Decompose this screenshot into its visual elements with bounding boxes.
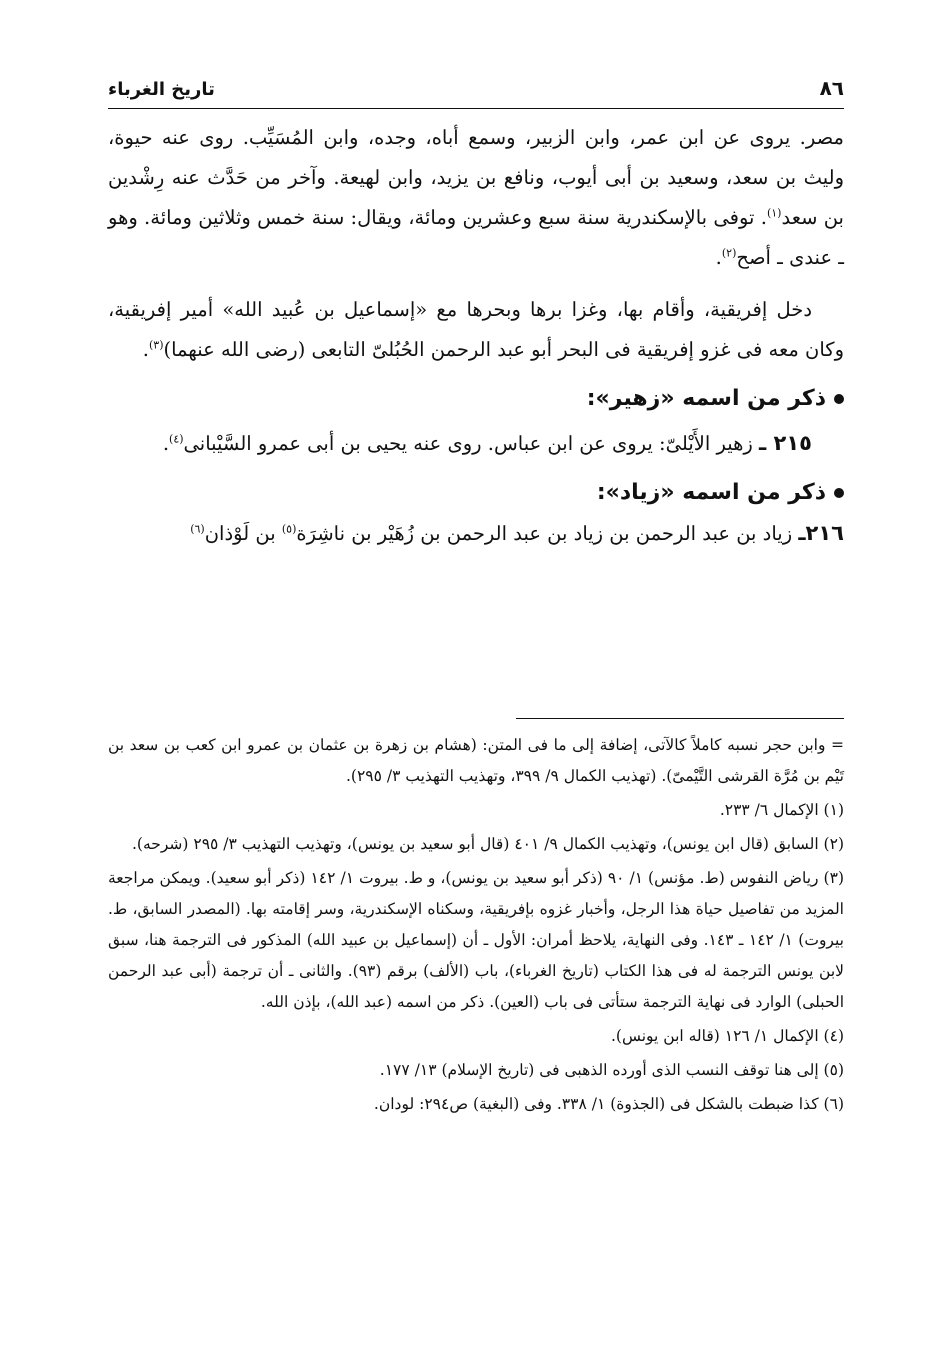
footnote-ref[interactable]: (٢) bbox=[721, 246, 737, 260]
section-heading-text: ذكر من اسمه «زياد»: bbox=[596, 480, 826, 505]
footnotes bbox=[108, 730, 844, 1123]
entry-number: ٢١٦ـ bbox=[798, 521, 844, 545]
page-number: ٨٦ bbox=[819, 76, 844, 100]
paragraph-2: دخل إفريقية، وأقام بها، وغزا برها وبحرها مع «إسماعيل بن عُبيد الله» أمير إفريقية، وكان معه فى غزو إفريقية فى البحر أبو عبد الرحمن الحُبُلىّ التابعى (رضى الله عنهما)$^{(٣)}$. bbox=[108, 298, 844, 361]
footnote: (٣) رياض النفوس (ط. مؤنس) ١/ ٩٠ (ذكر أبو سعيد بن يونس)، و ط. بيروت ١/ ١٤٢ (ذكر أبو سعيد). ويمكن مراجعة المزيد من تفاصيل حياة هذا الرجل، وأخبار غزوه بإفريقية، وسكناه الإسكندرية، وسر إقامته بها. (المصدر السابق، ط. بيروت) ١/ ١٤٢ ـ ١٤٣. وفى النهاية، يلاحظ أمران: الأول ـ أن (إسماعيل بن عبيد الله) المذكور فى الترجمة هنا، سبق لابن يونس الترجمة له فى هذا الكتاب (تاريخ الغرباء)، باب (الألف) برقم (٩٣). والثانى ـ أن ترجمة (أبى عبد الرحمن الحبلى) الوارد فى نهاية الترجمة ستأتى فى باب (العين). ذكر من اسمه (عبد الله)، بإذن الله. bbox=[108, 869, 844, 1011]
footnote: (٢) السابق (قال ابن يونس)، وتهذيب الكمال ٩/ ٤٠١ (قال أبو سعيد بن يونس)، وتهذيب التهذيب ٣/ ٢٩٥ (شرحه). bbox=[132, 835, 844, 853]
footnote-separator bbox=[516, 718, 844, 719]
section-heading bbox=[108, 386, 844, 411]
entry-number: ٢١٥ ـ bbox=[759, 431, 812, 455]
footnote: (١) الإكمال ٦/ ٢٣٣. bbox=[719, 801, 844, 819]
footnote-ref[interactable]: (٣) bbox=[148, 338, 164, 352]
main-text bbox=[108, 118, 844, 554]
bullet-icon bbox=[834, 488, 844, 498]
entry-215: ٢١٥ ـ زهير الأَيْلىّ: يروى عن ابن عباس. روى عنه يحيى بن أبى عمرو السَّيْبانى$^{(٤)}$. bbox=[162, 431, 812, 455]
footnote: (٥) إلى هنا توقف النسب الذى أورده الذهبى فى (تاريخ الإسلام) ١٣/ ١٧٧. bbox=[379, 1061, 844, 1079]
section-heading-text: ذكر من اسمه «زهير»: bbox=[586, 386, 826, 411]
footnote-ref[interactable]: (٥) bbox=[281, 522, 297, 536]
footnote-ref[interactable]: (١) bbox=[766, 206, 782, 220]
entry-216: ٢١٦ـ زياد بن عبد الرحمن بن زياد بن عبد الرحمن بن زُهَيْر بن ناشِرَة$^{(٥)}$ بن لَوْذان$^{(٦)}$ bbox=[190, 521, 844, 545]
footnote: (٤) الإكمال ١/ ١٢٦ (قاله ابن يونس). bbox=[610, 1027, 844, 1045]
footnote-ref[interactable]: (٦) bbox=[190, 522, 205, 536]
header-rule bbox=[108, 108, 844, 109]
paragraph-1: مصر. يروى عن ابن عمر، وابن الزبير، وسمع أباه، وجده، وابن المُسَيِّب. روى عنه حيوة، وليث بن سعد، وسعيد بن أبى أيوب، ونافع بن يزيد، وابن لهيعة. وآخر من حَدَّث عنه رِشْدين بن سعد$^{(١)}$. توفى بالإسكندرية سنة سبع وعشرين ومائة، ويقال: سنة خمس وثلاثين ومائة. وهو ـ عندى ـ أصح$^{(٢)}$. bbox=[108, 126, 844, 269]
page-header bbox=[108, 72, 844, 100]
bullet-icon bbox=[834, 394, 844, 404]
running-title: تاريخ الغرباء bbox=[108, 79, 215, 100]
footnote-ref[interactable]: (٤) bbox=[169, 432, 184, 446]
section-heading bbox=[108, 480, 844, 505]
footnote: = وابن حجر نسبه كاملاً كالآتى، إضافة إلى ما فى المتن: (هشام بن زهرة بن عثمان بن عمرو ابن كعب بن سعد بن تَيْم بن مُرَّة القرشى التَّيْمىّ). (تهذيب الكمال ٩/ ٣٩٩، وتهذيب التهذيب ٣/ ٢٩٥). bbox=[108, 736, 844, 785]
footnote: (٦) كذا ضبطت بالشكل فى (الجذوة) ١/ ٣٣٨. وفى (البغية) ص٢٩٤: لودان. bbox=[373, 1095, 844, 1113]
